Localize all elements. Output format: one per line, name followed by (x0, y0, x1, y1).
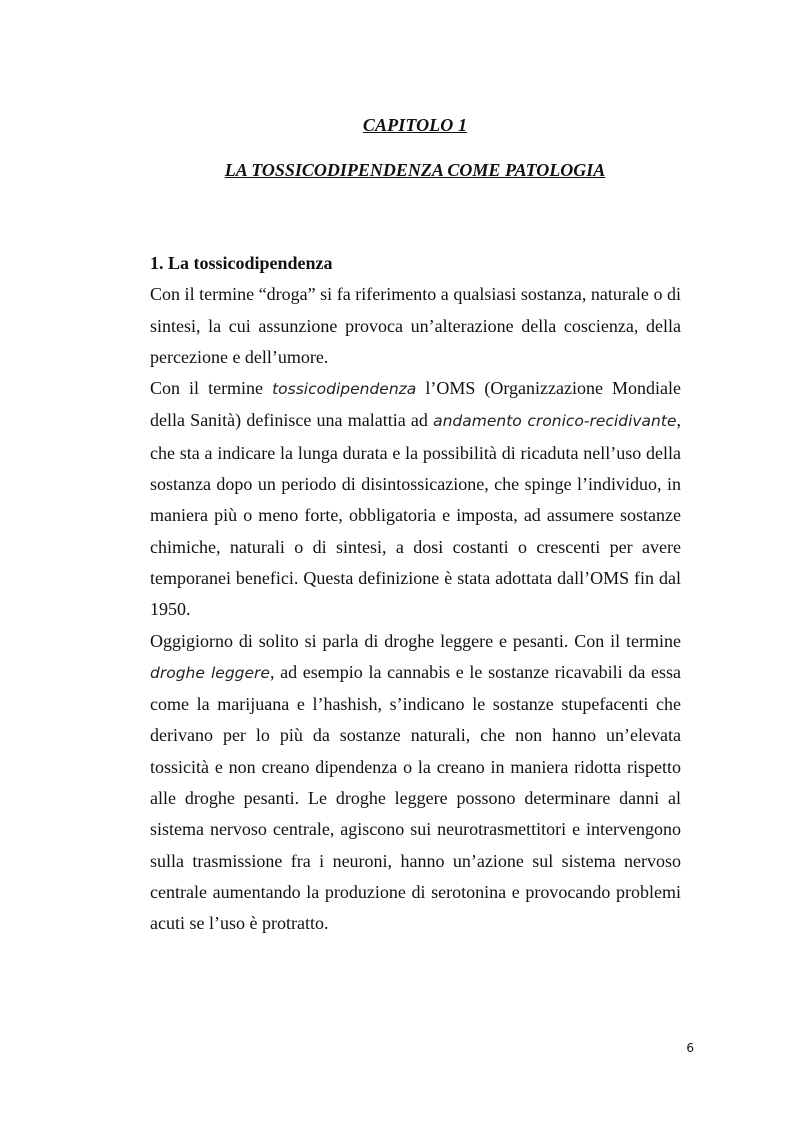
paragraph-3 (150, 626, 681, 940)
chapter-label: CAPITOLO 1 (362, 115, 468, 135)
section-heading: 1. La tossicodipendenza (150, 253, 333, 273)
paragraph-2-text-a: Con il termine (150, 378, 273, 399)
body-text (150, 248, 681, 940)
page-number: 6 (686, 1041, 694, 1055)
paragraph-3-text-a: Oggigiorno di solito si parla di droghe leggere e pesanti. Con il termine (150, 630, 681, 651)
chapter-title: LA TOSSICODIPENDENZA COME PATOLOGIA (224, 160, 606, 180)
paragraph-2-text-c: , che sta a indicare la lunga durata e la possibilità di ricaduta nell’uso della sostanza dopo un periodo di disintossicazione, che spinge l’individuo, in maniera più o meno forte, obbligatoria e imposta, ad assumere sostanze chimiche, naturali o di sintesi, a dosi costanti o crescenti per avere temporanei benefici. Questa definizione è stata adottata dall’OMS fin dal 1950. (150, 410, 681, 620)
paragraph-1: Con il termine “droga” si fa riferimento a qualsiasi sostanza, naturale o di sintesi, la cui assunzione provoca un’alterazione della coscienza, della percezione e dell’umore. (150, 284, 681, 367)
paragraph-3-text-b: , ad esempio la cannabis e le sostanze ricavabili da essa come la marijuana e l’hashish, s’indicano le sostanze stupefacenti che derivano per lo più da sostanze naturali, che non hanno un’elevata tossicità e non creano dipendenza o la creano in maniera ridotta rispetto alle droghe pesanti. Le droghe leggere possono determinare danni al sistema nervoso centrale, agiscono sui neurotrasmettitori e intervengono sulla trasmissione fra i neuroni, hanno un’azione sul sistema nervoso centrale aumentando la produzione di serotonina e provocando problemi acuti se l’uso è protratto. (150, 661, 681, 934)
term-droghe-leggere: droghe leggere (150, 663, 270, 682)
term-tossicodipendenza: tossicodipendenza (272, 380, 417, 399)
paragraph-2 (150, 373, 681, 625)
term-andamento-cronico-recidivante: andamento cronico-recidivante (433, 412, 677, 431)
paragraph-2-text-b: l’OMS (Organizzazione Mondiale della Sanità) definisce una malattia ad (150, 378, 681, 431)
